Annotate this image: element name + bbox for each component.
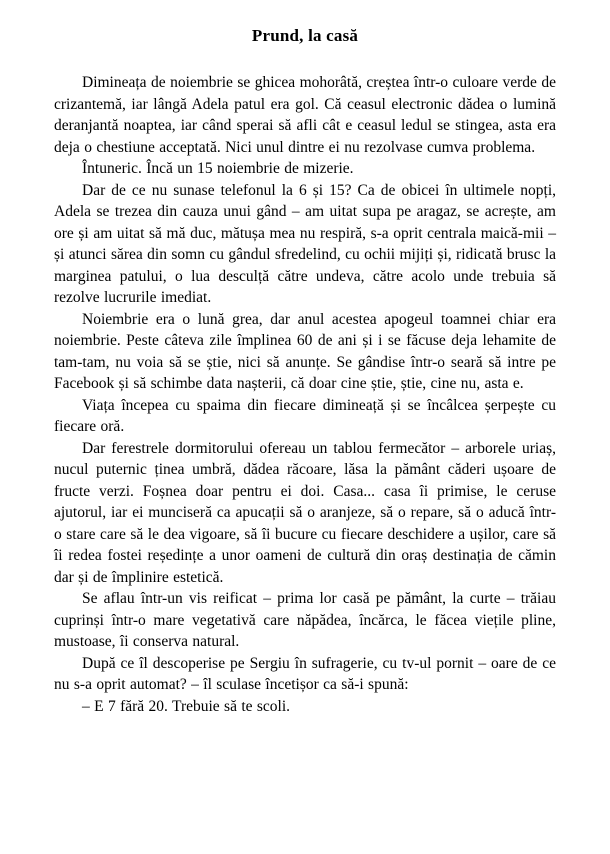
paragraph: Întuneric. Încă un 15 noiembrie de mizerie. xyxy=(82,160,354,177)
paragraph: După ce îl descoperise pe Sergiu în sufragerie, cu tv-ul pornit – oare de ce nu s-a oprit automat? – îl sculase încetișor ca să-i spună: xyxy=(54,654,556,693)
body-text xyxy=(54,72,556,717)
paragraph: Noiembrie era o lună grea, dar anul acestea apogeul toamnei chiar era noiembrie. Peste câteva zile împlinea 60 de ani și i se făcuse deja lehamite de tam-tam, nu voia să se știe, nici să anunțe. Se gândise într-o seară să intre pe Facebook și să schimbe data nașterii, că doar cine știe, știe, cine nu, asta e. xyxy=(54,310,556,392)
paragraph: Dar de ce nu sunase telefonul la 6 și 15? Ca de obicei în ultimele nopți, Adela se trezea din cauza unui gând – am uitat supa pe aragaz, se acrește, am ore și am uitat să mă duc, mătușa mea nu respiră, s-a oprit centrala maică-mii – și atunci sărea din somn cu gândul sfredelind, cu ochii mijiți și, ridicată brusc la marginea patului, o lua desculță către undeva, către acolo unde trebuia să rezolve lucrurile imediat. xyxy=(54,181,557,306)
paragraph: Viața începea cu spaima din fiecare dimineață și se încâlcea șerpește cu fiecare oră. xyxy=(54,396,556,435)
paragraph: Se aflau într-un vis reificat – prima lor casă pe pământ, la curte – trăiau cuprinși într-o mare vegetativă care năpădea, încărca, le făcea viețile pline, mustoase, îi conserva natural. xyxy=(54,590,556,650)
paragraph: Dimineața de noiembrie se ghicea mohorâtă, creștea într-o culoare verde de crizantemă, iar lângă Adela patul era gol. Că ceasul electronic dădea o lumină deranjantă noaptea, iar când sperai să afli cât e ceasul ledul se stingea, asta era deja o chestiune acceptată. Nici unul dintre ei nu rezolvase cumva problema. xyxy=(54,74,556,156)
paragraph: Dar ferestrele dormitorului ofereau un tablou fermecător – arborele uriaș, nucul puternic ținea umbră, dădea răcoare, lăsa la pământ căderi ușoare de fructe verzi. Foșnea doar pentru ei doi. Casa... casa îi primise, le ceruse ajutorul, iar ei munciseră ca apucații să o aranjeze, să o repare, să o aducă într-o stare care să le dea vigoare, să îi bucure cu fiecare deschidere a ușilor, care să îi redea fostei reședințe a unor oameni de cultură din oraș destinația de cămin dar și de împlinire estetică. xyxy=(54,439,556,586)
page-title: Prund, la casă xyxy=(251,26,359,45)
paragraph: – E 7 fără 20. Trebuie să te scoli. xyxy=(82,697,291,715)
